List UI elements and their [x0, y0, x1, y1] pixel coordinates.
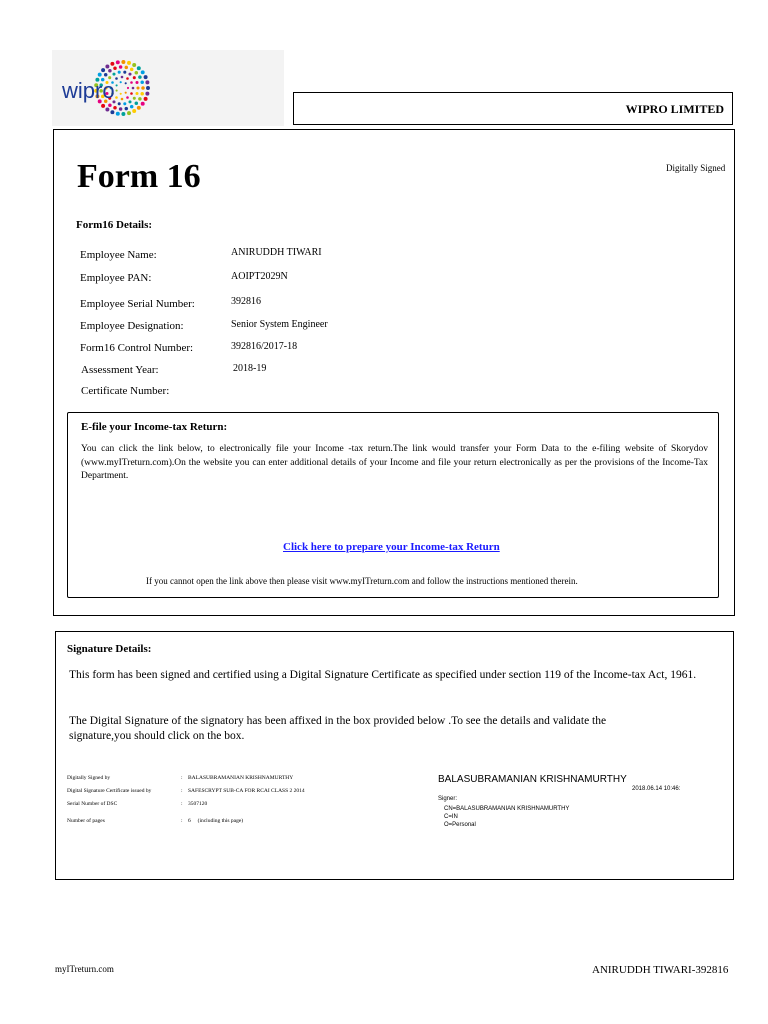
- logo-dot: [130, 105, 134, 109]
- logo-dot: [108, 69, 112, 73]
- logo-dot: [145, 80, 149, 84]
- logo-dot: [110, 62, 114, 66]
- logo-dot: [126, 77, 129, 80]
- signed-by-label: Digitally Signed by: [67, 775, 111, 781]
- certificate-number-label: Certificate Number:: [81, 385, 170, 397]
- logo-dot: [130, 81, 133, 84]
- logo-dot: [125, 66, 129, 70]
- logo-dot: [132, 109, 136, 113]
- dsc-serial-label: Serial Number of DSC: [67, 801, 118, 807]
- company-name: WIPRO LIMITED: [625, 102, 724, 116]
- employee-designation-value: Senior System Engineer: [231, 319, 328, 330]
- logo-dot: [132, 87, 135, 90]
- logo-dot: [136, 86, 139, 89]
- logo-dot: [140, 81, 144, 85]
- logo-dot: [137, 106, 141, 110]
- footer-site: myITreturn.com: [55, 964, 114, 974]
- logo-dot: [112, 73, 115, 76]
- page-count-label: Number of pages: [67, 818, 105, 824]
- logo-dot: [125, 92, 127, 94]
- logo-dot: [127, 87, 129, 89]
- logo-dot: [121, 76, 124, 79]
- employee-pan-value: AOIPT2029N: [231, 271, 288, 282]
- logo-dot: [110, 110, 114, 114]
- logo-dot: [116, 112, 120, 116]
- control-number-value: 392816/2017-18: [231, 341, 298, 352]
- employee-name-label: Employee Name:: [80, 249, 157, 261]
- logo-dot: [101, 68, 105, 72]
- logo-dot: [104, 73, 108, 77]
- efile-box: [67, 412, 719, 598]
- employee-name-value: ANIRUDDH TIWARI: [231, 247, 322, 258]
- employee-designation-label: Employee Designation:: [80, 320, 184, 332]
- logo-dot: [123, 102, 126, 105]
- logo-dot: [133, 76, 136, 79]
- logo-dot: [137, 66, 141, 70]
- wipro-logo: [60, 58, 150, 122]
- logo-dot: [144, 97, 148, 101]
- logo-dot: [120, 81, 122, 83]
- logo-dot: [138, 97, 142, 101]
- signer-country: C=IN: [444, 814, 458, 820]
- logo-dot: [123, 71, 126, 74]
- logo-dot: [135, 92, 138, 95]
- efile-heading: E-file your Income-tax Return:: [81, 421, 228, 433]
- assessment-year-label: Assessment Year:: [81, 364, 159, 376]
- logo-dot: [127, 61, 131, 65]
- logo-dot: [141, 102, 145, 106]
- logo-dot: [108, 103, 112, 107]
- logo-dot: [125, 107, 129, 111]
- logo-dot: [126, 96, 129, 99]
- logo-dot: [120, 93, 122, 95]
- employee-pan-label: Employee PAN:: [80, 272, 152, 284]
- logo-dot: [101, 104, 105, 108]
- signature-paragraph-2: The Digital Signature of the signatory has been affixed in the box provided below .To see the details and validate the signature,you should click on the box.: [69, 715, 607, 742]
- employee-serial-label: Employee Serial Number:: [80, 298, 195, 310]
- logo-dot: [135, 71, 139, 75]
- dsc-serial-value: 3507120: [188, 801, 208, 807]
- assessment-year-value: 2018-19: [233, 363, 267, 374]
- logo-dot: [116, 60, 120, 64]
- cert-issuer-colon: :: [181, 788, 183, 794]
- signed-by-value: BALASUBRAMANIAN KRISHNAMURTHY: [188, 775, 294, 781]
- logo-dot: [113, 66, 117, 70]
- logo-dot: [125, 82, 127, 84]
- logo-dot: [135, 81, 138, 84]
- efile-note: If you cannot open the link above then please visit www.myITreturn.com and follow the instructions mentioned therein.: [146, 576, 578, 586]
- form-details-heading: Form16 Details:: [76, 219, 153, 231]
- logo-dot: [145, 92, 149, 96]
- cert-issuer-value: SAFESCRYPT SUB-CA FOR RCAI CLASS 2 2014: [188, 788, 305, 794]
- logo-dot: [121, 98, 124, 101]
- signer-org: O=Personal: [444, 822, 476, 828]
- logo-dot: [116, 84, 118, 86]
- logo-dot: [146, 86, 150, 90]
- logo-dot: [105, 108, 109, 112]
- logo-dot: [135, 102, 139, 106]
- signer-cn: CN=BALASUBRAMANIAN KRISHNAMURTHY: [444, 806, 570, 812]
- logo-dot: [128, 73, 131, 76]
- digitally-signed-flag: Digitally Signed: [666, 163, 726, 173]
- signed-by-colon: :: [181, 775, 183, 781]
- logo-dot: [116, 90, 118, 92]
- signature-heading: Signature Details:: [67, 643, 152, 655]
- logo-dot: [138, 75, 142, 79]
- logo-dot: [119, 107, 123, 111]
- logo-dot: [113, 106, 117, 110]
- company-name-box: [293, 92, 733, 125]
- logo-wordmark: wipro: [62, 78, 115, 103]
- employee-serial-value: 392816: [231, 296, 261, 307]
- logo-dot: [141, 86, 145, 90]
- logo-dot: [121, 60, 125, 64]
- control-number-label: Form16 Control Number:: [80, 342, 194, 354]
- digital-signature-widget[interactable]: BALASUBRAMANIAN KRISHNAMURTHY: [438, 774, 627, 785]
- logo-dot: [121, 112, 125, 116]
- dsc-serial-colon: :: [181, 801, 183, 807]
- logo-dot: [133, 97, 136, 100]
- prepare-return-link[interactable]: Click here to prepare your Income-tax Return: [283, 541, 500, 553]
- logo-dot: [105, 65, 109, 69]
- form-title: Form 16: [77, 158, 201, 195]
- logo-dot: [115, 96, 118, 99]
- logo-dot: [98, 73, 102, 77]
- signer-label: Signer:: [438, 796, 458, 802]
- signature-paragraph-1: This form has been signed and certified using a Digital Signature Certificate as specified under section 119 of the Income-tax Act, 1961.: [69, 669, 697, 681]
- logo-dot: [130, 92, 133, 95]
- logo-dot: [119, 65, 123, 69]
- footer-employee-id: ANIRUDDH TIWARI-392816: [592, 964, 729, 976]
- logo-dot: [128, 100, 131, 103]
- sign-date: 2018.06.14 10:46:: [632, 786, 681, 792]
- page-count-value: 6 (including this page): [188, 818, 244, 824]
- logo-dot: [127, 111, 131, 115]
- logo-dot: [144, 75, 148, 79]
- cert-issuer-label: Digital Signature Certificate issued by: [67, 788, 152, 794]
- logo-dot: [130, 68, 134, 72]
- logo-dot: [140, 92, 144, 96]
- page-count-colon: :: [181, 818, 183, 824]
- logo-dot: [115, 77, 118, 80]
- logo-dot: [141, 70, 145, 74]
- logo-dot: [132, 63, 136, 67]
- logo-dot: [118, 102, 121, 105]
- logo-dot: [118, 71, 121, 74]
- efile-paragraph: You can click the link below, to electronically file your Income -tax return.The link would transfer your Form Data to the e-filing website of Skorydov (www.myITreturn.com).On the website you can enter additional details of your Income and file your return electronically as per the provisions of the Income-Tax Department.: [81, 444, 708, 481]
